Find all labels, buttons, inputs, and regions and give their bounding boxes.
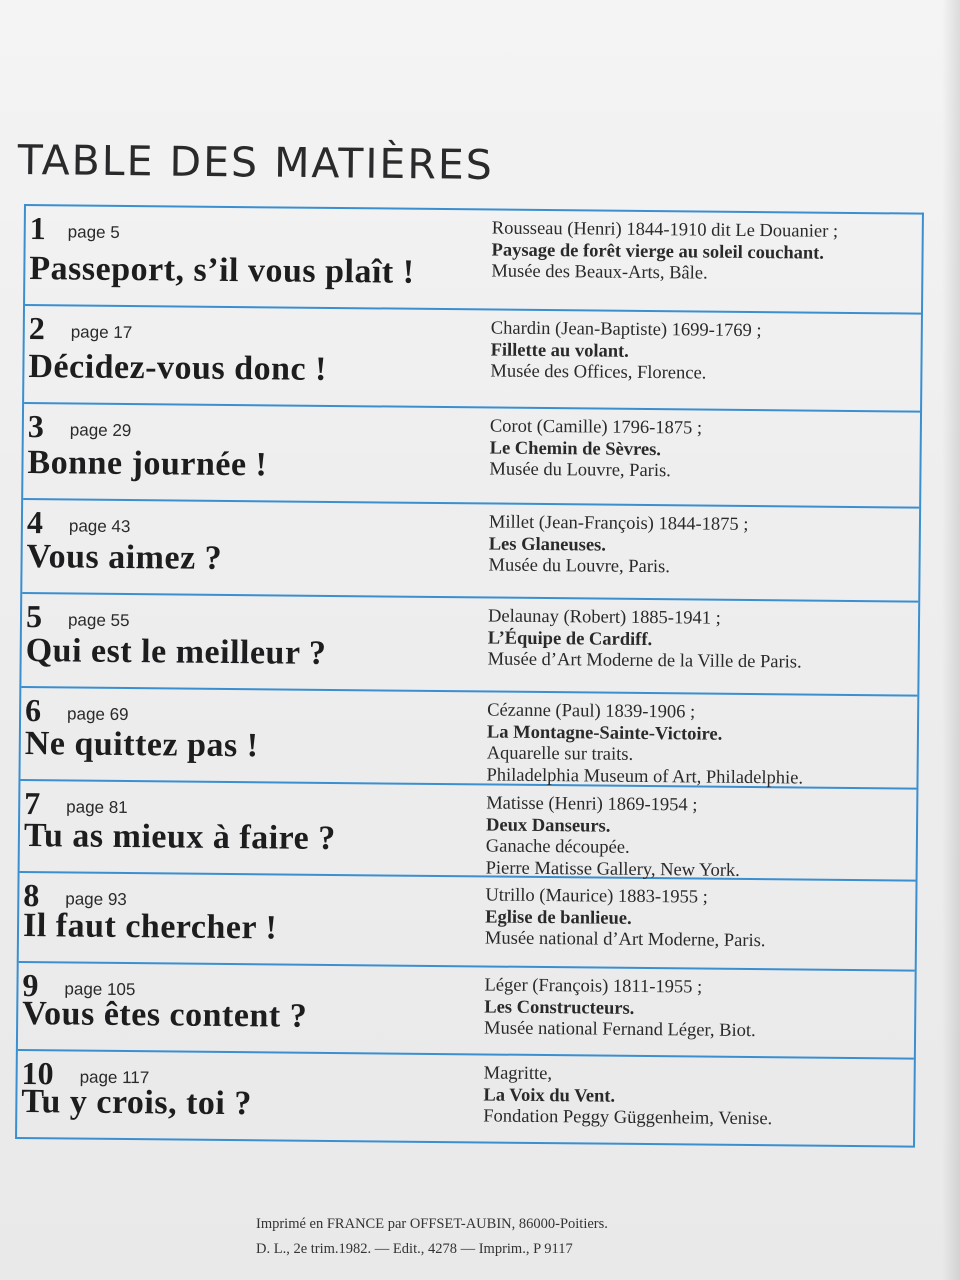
chapter-page-ref: page 81: [66, 797, 128, 818]
artwork-location: Musée national d’Art Moderne, Paris.: [484, 928, 766, 952]
artwork-title: Fillette au volant.: [490, 339, 629, 362]
artwork-location: Pierre Matisse Gallery, New York.: [485, 857, 740, 881]
toc-table: [15, 204, 924, 1148]
artwork-credit: [488, 606, 803, 674]
chapter-page-ref: page 29: [69, 420, 132, 441]
colophon: [256, 1212, 696, 1262]
chapter-title: Tu y crois, toi ?: [21, 1083, 253, 1123]
toc-row: [18, 963, 915, 1060]
chapter-title: Vous aimez ?: [26, 538, 223, 577]
chapter-title: Ne quittez pas !: [24, 725, 259, 765]
chapter-title: Bonne journée !: [27, 444, 268, 484]
chapter-number: 2: [28, 310, 45, 347]
artwork-title: La Montagne-Sainte-Victoire.: [486, 721, 723, 745]
artwork-location: Fondation Peggy Güggenheim, Venise.: [483, 1106, 773, 1130]
chapter-page-ref: page 69: [67, 704, 129, 725]
artist-name: Léger (François) 1811-1955 ;: [484, 975, 703, 998]
chapter-page-ref: page 55: [67, 610, 130, 631]
chapter-number: 5: [25, 598, 43, 635]
artist-name: Rousseau (Henri) 1844-1910 dit Le Douanier ;: [491, 218, 839, 242]
artwork-title: L’Équipe de Cardiff.: [487, 627, 653, 650]
artwork-title: La Voix du Vent.: [483, 1084, 616, 1107]
chapter-title: Il faut chercher !: [22, 907, 278, 947]
chapter-page-ref: page 43: [68, 516, 131, 537]
chapter-title: Qui est le meilleur ?: [25, 632, 327, 672]
toc-row: [19, 873, 916, 972]
toc-row: [17, 1051, 914, 1148]
artist-name: Millet (Jean-François) 1844-1875 ;: [488, 512, 749, 535]
artwork-title: Les Glaneuses.: [488, 533, 607, 556]
chapter-number: 6: [24, 692, 42, 729]
artwork-title: Paysage de forêt vierge au soleil couchant.: [491, 239, 825, 264]
toc-row: [20, 688, 917, 790]
chapter-page-ref: page 5: [67, 222, 120, 242]
artist-name: Utrillo (Maurice) 1883-1955 ;: [485, 885, 708, 908]
chapter-number: 8: [23, 877, 40, 914]
artist-name: Corot (Camille) 1796-1875 ;: [489, 416, 703, 439]
chapter-number: 3: [27, 408, 45, 445]
chapter-page-ref: page 117: [79, 1067, 150, 1088]
artist-name: Matisse (Henri) 1869-1954 ;: [486, 793, 698, 816]
toc-row: [21, 594, 918, 697]
artwork-credit: [488, 512, 748, 579]
chapter-page-ref: page 105: [64, 979, 136, 1000]
artwork-location: Musée des Offices, Florence.: [490, 361, 707, 384]
chapter-page-ref: page 17: [70, 322, 133, 343]
chapter-number: 4: [26, 504, 44, 541]
chapter-title: Tu as mieux à faire ?: [23, 817, 336, 858]
chapter-page-ref: page 93: [65, 889, 127, 910]
artist-name: Cézanne (Paul) 1839-1906 ;: [487, 700, 696, 723]
artwork-location: Philadelphia Museum of Art, Philadelphie.: [486, 764, 804, 789]
artwork-credit: [483, 1063, 773, 1130]
artwork-credit: [489, 416, 702, 483]
chapter-number: 7: [24, 785, 41, 822]
toc-row: [25, 206, 922, 315]
chapter-number: 1: [29, 210, 46, 247]
artwork-credit: [486, 700, 803, 789]
toc-row: [22, 500, 919, 603]
artwork-credit: [484, 975, 756, 1042]
colophon-printer: Imprimé en FRANCE par OFFSET-AUBIN, 86000-Poitiers.: [256, 1216, 608, 1232]
artwork-title: Les Constructeurs.: [484, 996, 635, 1019]
artwork-title: Eglise de banlieue.: [485, 906, 632, 929]
page-title: TABLE DES MATIÈRES: [17, 136, 495, 189]
artwork-credit: [486, 793, 741, 881]
artwork-location: Ganache découpée.: [485, 836, 630, 858]
artwork-credit: [490, 318, 761, 385]
chapter-title: Passeport, s’il vous plaît !: [29, 250, 415, 291]
toc-row: [23, 404, 920, 509]
artist-name: Chardin (Jean-Baptiste) 1699-1769 ;: [490, 318, 762, 342]
chapter-number: 10: [21, 1055, 54, 1092]
artwork-title: Le Chemin de Sèvres.: [489, 437, 662, 460]
artwork-credit: [485, 885, 766, 952]
colophon-legal: D. L., 2e trim.1982. — Edit., 4278 — Imprim., P 9117: [256, 1241, 573, 1257]
page-edge-shadow: [942, 0, 960, 1280]
artist-name: Delaunay (Robert) 1885-1941 ;: [487, 606, 721, 629]
artwork-credit: [491, 218, 838, 286]
artwork-location: Musée national Fernand Léger, Biot.: [484, 1018, 756, 1042]
artwork-title: Deux Danseurs.: [485, 814, 611, 837]
toc-row: [20, 781, 917, 882]
chapter-number: 9: [22, 967, 39, 1004]
artwork-location: Musée du Louvre, Paris.: [488, 555, 671, 578]
artwork-location: Musée d’Art Moderne de la Ville de Paris.: [487, 649, 802, 673]
artwork-location: Musée des Beaux-Arts, Bâle.: [491, 261, 708, 284]
chapter-title: Vous êtes content ?: [22, 995, 308, 1035]
chapter-title: Décidez-vous donc !: [28, 348, 328, 388]
artist-name: Magritte,: [483, 1063, 553, 1085]
artwork-location: Musée du Louvre, Paris.: [489, 459, 671, 482]
artwork-location: Aquarelle sur traits.: [486, 743, 634, 765]
toc-row: [24, 306, 921, 413]
